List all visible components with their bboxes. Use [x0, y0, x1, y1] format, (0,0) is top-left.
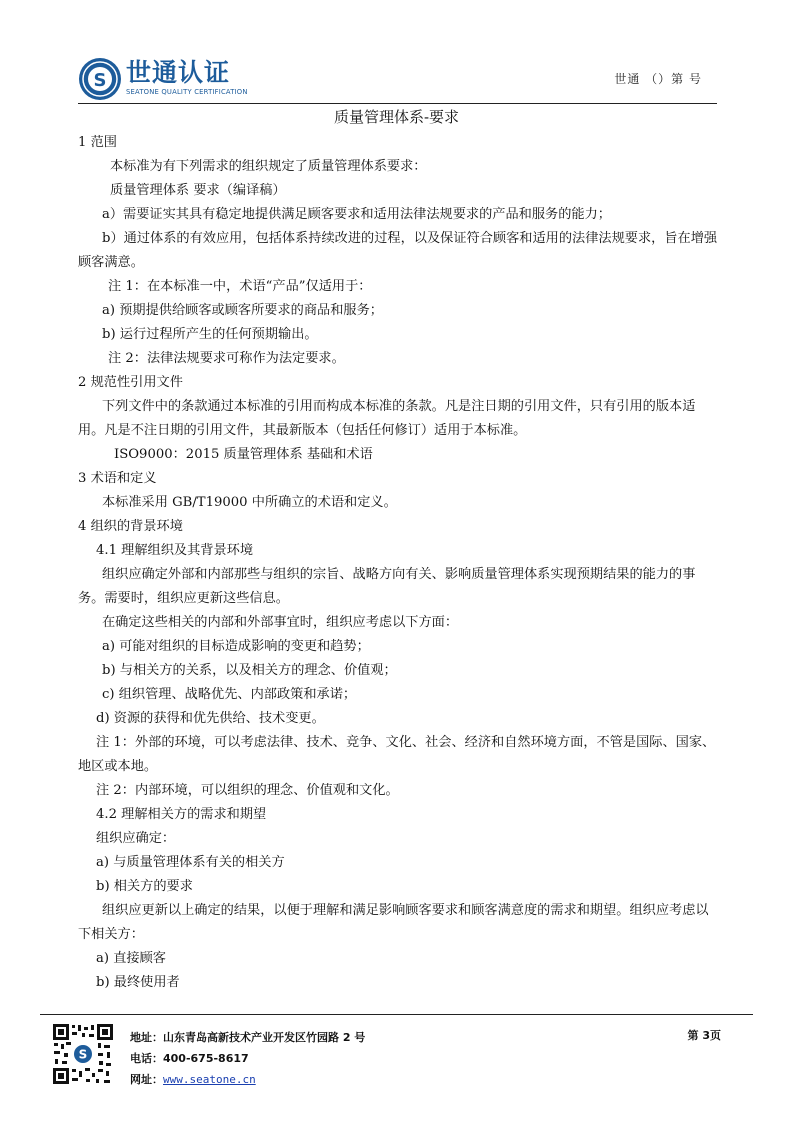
subsection-heading: 4.2 理解相关方的需求和期望	[96, 807, 267, 822]
footer-divider	[40, 1014, 753, 1015]
header-divider	[78, 103, 717, 104]
page-number: 第 3页	[687, 1029, 721, 1042]
list-item: b) 运行过程所产生的任何预期输出。	[102, 327, 318, 342]
subsection-heading: 4.1 理解组织及其背景环境	[96, 543, 254, 558]
svg-text:S: S	[93, 70, 107, 91]
list-item: b) 与相关方的关系，以及相关方的理念、价值观；	[102, 663, 397, 678]
paragraph: 本标准采用 GB/T19000 中所确立的术语和定义。	[102, 495, 397, 510]
company-logo	[78, 57, 248, 101]
note: 注 2：法律法规要求可称作为法定要求。	[108, 351, 345, 366]
logo-english-name: SEATONE QUALITY CERTIFICATION	[126, 88, 248, 96]
logo-chinese-name: 世通认证	[126, 58, 231, 87]
document-reference: 世通 （）第 号	[614, 72, 702, 86]
footer-contact	[130, 1027, 365, 1090]
paragraph: 本标准为有下列需求的组织规定了质量管理体系要求：	[110, 159, 427, 174]
list-item: b) 最终使用者	[96, 975, 180, 990]
list-item: c) 组织管理、战略优先、内部政策和承诺；	[102, 687, 357, 702]
seatone-logo-icon	[78, 57, 122, 101]
website-link[interactable]: www.seatone.cn	[163, 1073, 256, 1086]
document-body	[78, 131, 718, 995]
note: 注 2：内部环境，可以组织的理念、价值观和文化。	[96, 783, 399, 798]
list-item: b) 相关方的要求	[96, 879, 193, 894]
paragraph: 组织应确定外部和内部那些与组织的宗旨、战略方向有关、影响质量管理体系实现预期结果的能力的事务。需要时，组织应更新这些信息。	[78, 567, 696, 606]
paragraph: 质量管理体系 要求（编译稿）	[110, 183, 286, 198]
section-heading: 1 范围	[78, 135, 117, 150]
qr-code-icon	[52, 1023, 114, 1085]
note: 注 1：在本标准一中，术语“产品”仅适用于：	[108, 279, 372, 294]
paragraph: 下列文件中的条款通过本标准的引用而构成本标准的条款。凡是注日期的引用文件，只有引用的版本适用。凡是不注日期的引用文件，其最新版本（包括任何修订）适用于本标准。	[78, 399, 696, 438]
section-heading: 3 术语和定义	[78, 471, 157, 486]
list-item: d) 资源的获得和优先供给、技术变更。	[96, 711, 325, 726]
list-item: a）需要证实其具有稳定地提供满足顾客要求和适用法律法规要求的产品和服务的能力；	[102, 207, 611, 222]
list-item: a) 与质量管理体系有关的相关方	[96, 855, 285, 870]
footer-website	[130, 1069, 365, 1090]
note: 注 1：外部的环境，可以考虑法律、技术、竞争、文化、社会、经济和自然环境方面，不管是国际、国家、地区或本地。	[78, 735, 716, 774]
website-label: 网址：	[130, 1073, 163, 1086]
footer-phone: 电话：400-675-8617	[130, 1052, 249, 1065]
list-item: a) 预期提供给顾客或顾客所要求的商品和服务；	[102, 303, 383, 318]
section-heading: 2 规范性引用文件	[78, 375, 183, 390]
list-item: a) 直接顾客	[96, 951, 166, 966]
list-item: b）通过体系的有效应用，包括体系持续改进的过程，以及保证符合顾客和适用的法律法规要求，旨在增强顾客满意。	[78, 231, 718, 270]
svg-text:S: S	[78, 1047, 88, 1062]
paragraph: 组织应更新以上确定的结果，以便于理解和满足影响顾客要求和顾客满意度的需求和期望。组织应考虑以下相关方：	[78, 903, 709, 942]
section-heading: 4 组织的背景环境	[78, 519, 183, 534]
paragraph: 在确定这些相关的内部和外部事宜时，组织应考虑以下方面：	[102, 615, 459, 630]
list-item: a) 可能对组织的目标造成影响的变更和趋势；	[102, 639, 370, 654]
footer-address: 地址：山东青岛高新技术产业开发区竹园路 2 号	[130, 1031, 366, 1044]
paragraph: 组织应确定：	[96, 831, 176, 846]
paragraph: ISO9000：2015 质量管理体系 基础和术语	[114, 447, 373, 462]
document-title: 质量管理体系-要求	[333, 108, 460, 126]
